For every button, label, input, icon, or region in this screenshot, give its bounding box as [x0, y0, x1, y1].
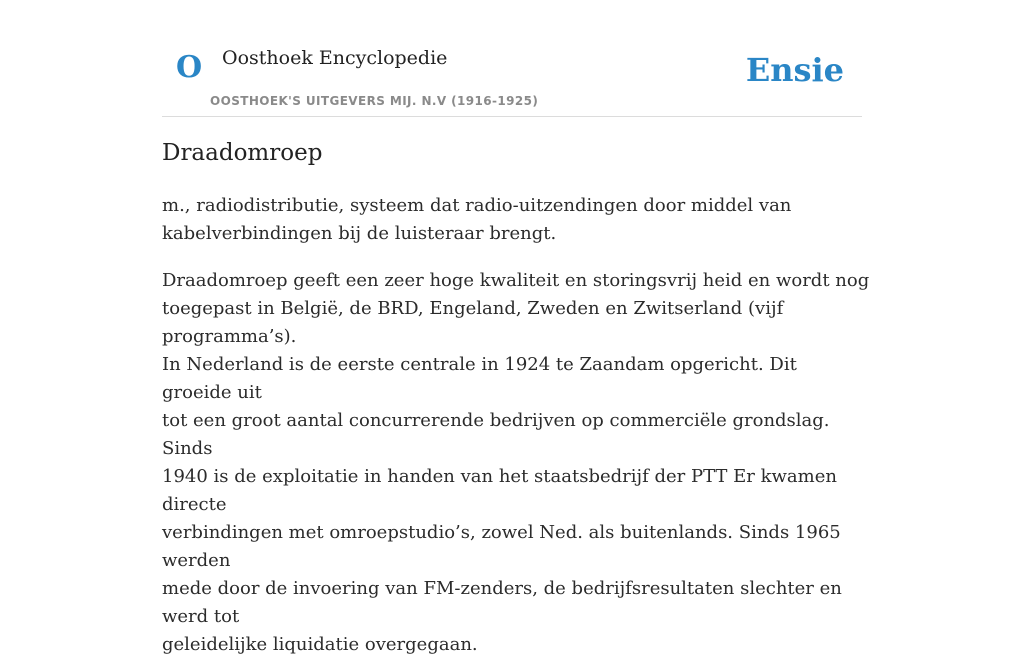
article — [162, 136, 872, 655]
source-header — [162, 0, 862, 117]
source-logo-icon: O — [176, 50, 203, 85]
source-title[interactable]: Oosthoek Encyclopedie — [222, 47, 448, 69]
article-paragraph: In Nederland is de eerste centrale in 1924 te Zaandam opgericht. Dit groeide uit tot een groot aantal concurrerende bedrijven op commerciële grondslag. Sinds 1940 is de exploitatie in handen van het staatsbedrijf der PTT Er kwamen directe verbindingen met omroepstudio’s, zowel Ned. als buitenlands. Sinds 1965 werden mede door de invoering van FM-zenders, de bedrijfsresultaten slechter en werd tot geleidelijke liquidatie overgegaan. — [162, 354, 842, 655]
article-paragraph: Draadomroep geeft een zeer hoge kwaliteit en storingsvrij heid en wordt nog toegepast in België, de BRD, Engeland, Zweden en Zwitserland (vijf programma’s). — [162, 270, 870, 347]
article-paragraph: m., radiodistributie, systeem dat radio-uitzendingen door middel van kabelverbindingen bij de luisteraar brengt. — [162, 195, 792, 244]
source-publisher: OOSTHOEK'S UITGEVERS MIJ. N.V (1916-1925) — [210, 94, 539, 108]
article-title: Draadomroep — [162, 140, 323, 166]
site-logo[interactable]: Ensie — [745, 51, 844, 89]
